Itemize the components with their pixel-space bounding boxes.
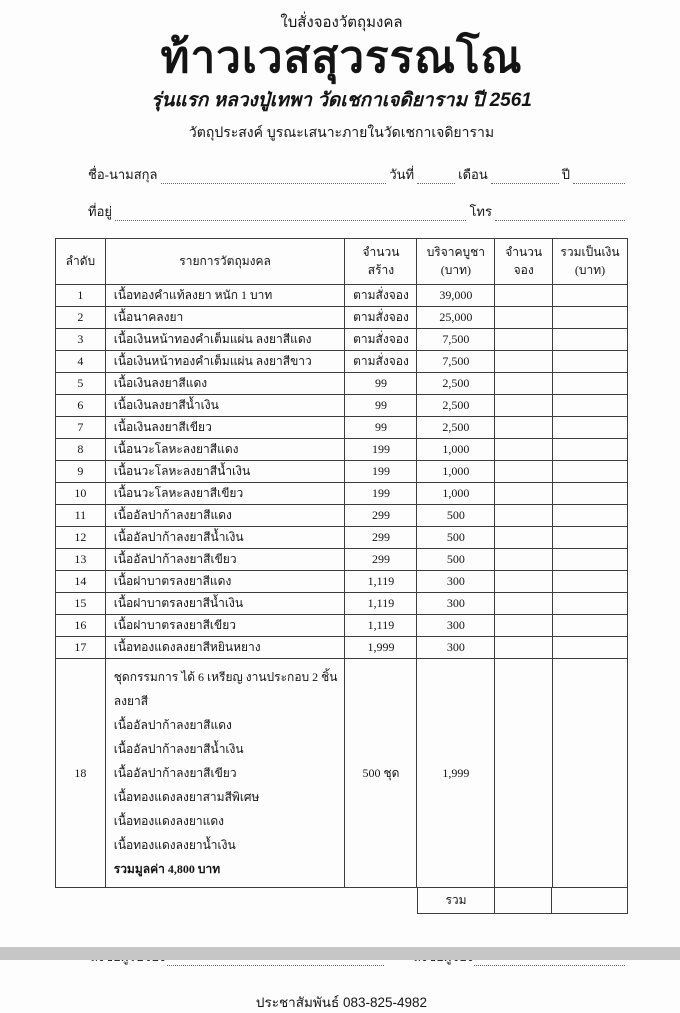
row-no: 10 bbox=[56, 483, 106, 505]
row-made: 199 bbox=[345, 439, 417, 461]
row-no: 12 bbox=[56, 527, 106, 549]
row-total-cell bbox=[553, 307, 628, 329]
row-price: 2,500 bbox=[417, 395, 495, 417]
table-row bbox=[56, 417, 628, 439]
row-item: เนื้อทองคำแท้ลงยา หนัก 1 บาท bbox=[105, 285, 345, 307]
row-no: 6 bbox=[56, 395, 106, 417]
row-made: 1,119 bbox=[345, 571, 417, 593]
row-price: 7,500 bbox=[417, 351, 495, 373]
row-item: เนื้อนวะโลหะลงยาสีเขียว bbox=[105, 483, 345, 505]
col-total-line1: รวมเป็นเงิน bbox=[560, 245, 620, 260]
row-item: เนื้อเงินหน้าทองคำเต็มแผ่น ลงยาสีแดง bbox=[105, 329, 345, 351]
col-price-line2: (บาท) bbox=[440, 262, 471, 277]
row-item: เนื้อฝาบาตรลงยาสีน้ำเงิน bbox=[105, 593, 345, 615]
row-total-cell bbox=[553, 395, 628, 417]
table-row bbox=[56, 395, 628, 417]
row-made: 299 bbox=[345, 549, 417, 571]
row-total-cell bbox=[553, 637, 628, 659]
row-made: 99 bbox=[345, 373, 417, 395]
col-total-line2: (บาท) bbox=[574, 262, 606, 277]
row-item: เนื้ออัลปาก้าลงยาสีน้ำเงิน bbox=[105, 527, 345, 549]
row-reserve-cell bbox=[495, 483, 553, 505]
row-price: 39,000 bbox=[417, 285, 495, 307]
set-total-line: รวมมูลค่า 4,800 บาท bbox=[113, 862, 221, 877]
col-total bbox=[553, 239, 628, 285]
row-made: ตามสั่งจอง bbox=[345, 285, 417, 307]
row-reserve-cell bbox=[495, 549, 553, 571]
row-item-set bbox=[105, 659, 345, 888]
row-made: ตามสั่งจอง bbox=[345, 329, 417, 351]
table-row bbox=[56, 505, 628, 527]
row-no: 8 bbox=[56, 439, 106, 461]
total-reserve-cell bbox=[494, 887, 552, 914]
form-title: ใบสั่งจองวัตถุมงคล bbox=[280, 15, 403, 31]
row-no: 14 bbox=[56, 571, 106, 593]
table-row bbox=[56, 329, 628, 351]
table-header-row bbox=[56, 239, 628, 285]
row-item: เนื้อเงินลงยาสีน้ำเงิน bbox=[105, 395, 345, 417]
row-price: 2,500 bbox=[417, 417, 495, 439]
set-line: เนื้อทองแดงลงยาแดง bbox=[113, 814, 224, 829]
row-price: 1,999 bbox=[417, 659, 495, 888]
col-made-line2: สร้าง bbox=[367, 262, 395, 277]
row-total-cell bbox=[553, 549, 628, 571]
phone-field-line bbox=[495, 206, 625, 221]
table-row-set bbox=[56, 659, 628, 888]
table-row bbox=[56, 483, 628, 505]
row-total-cell bbox=[553, 285, 628, 307]
row-made: 299 bbox=[345, 527, 417, 549]
row-total-cell bbox=[553, 571, 628, 593]
phone-label: โทร bbox=[469, 204, 492, 220]
row-item: เนื้ออัลปาก้าลงยาสีเขียว bbox=[105, 549, 345, 571]
main-title: ท้าวเวสสุวรรณโณ bbox=[160, 31, 523, 83]
row-no: 5 bbox=[56, 373, 106, 395]
month-label: เดือน bbox=[458, 167, 488, 183]
row-item: เนื้อฝาบาตรลงยาสีแดง bbox=[105, 571, 345, 593]
row-item: เนื้อเงินลงยาสีเขียว bbox=[105, 417, 345, 439]
address-label: ที่อยู่ bbox=[88, 204, 112, 220]
row-no: 16 bbox=[56, 615, 106, 637]
row-reserve-cell bbox=[495, 439, 553, 461]
row-total-cell bbox=[553, 593, 628, 615]
row-total-cell bbox=[553, 329, 628, 351]
row-item: เนื้อนาคลงยา bbox=[105, 307, 345, 329]
total-amount-cell bbox=[551, 887, 628, 914]
row-total-cell bbox=[553, 373, 628, 395]
row-made: 1,119 bbox=[345, 593, 417, 615]
row-price: 300 bbox=[417, 593, 495, 615]
row-price: 500 bbox=[417, 505, 495, 527]
table-row bbox=[56, 615, 628, 637]
row-no: 9 bbox=[56, 461, 106, 483]
row-total-cell bbox=[553, 417, 628, 439]
col-price bbox=[417, 239, 495, 285]
table-row bbox=[56, 307, 628, 329]
grand-total-row bbox=[55, 887, 628, 914]
table-row bbox=[56, 549, 628, 571]
row-made: 1,119 bbox=[345, 615, 417, 637]
row-made: ตามสั่งจอง bbox=[345, 307, 417, 329]
day-field-line bbox=[417, 169, 455, 184]
row-no: 1 bbox=[56, 285, 106, 307]
row-item: เนื้อเงินลงยาสีแดง bbox=[105, 373, 345, 395]
form-fields bbox=[55, 164, 628, 222]
row-price: 300 bbox=[417, 637, 495, 659]
purpose-line: วัตถุประสงค์ บูรณะเสนาะภายในวัดเชกาเจดิยาราม bbox=[188, 124, 495, 141]
row-total-cell bbox=[553, 439, 628, 461]
row-price: 2,500 bbox=[417, 373, 495, 395]
row-item: เนื้ออัลปาก้าลงยาสีแดง bbox=[105, 505, 345, 527]
row-reserve-cell bbox=[495, 329, 553, 351]
row-no: 11 bbox=[56, 505, 106, 527]
row-reserve-cell bbox=[495, 659, 553, 888]
table-row bbox=[56, 373, 628, 395]
row-made: 500 ชุด bbox=[345, 659, 417, 888]
row-made: 99 bbox=[345, 417, 417, 439]
row-reserve-cell bbox=[495, 637, 553, 659]
table-row bbox=[56, 593, 628, 615]
row-reserve-cell bbox=[495, 373, 553, 395]
row-item: เนื้อนวะโลหะลงยาสีแดง bbox=[105, 439, 345, 461]
address-field-line bbox=[115, 206, 466, 221]
row-reserve-cell bbox=[495, 307, 553, 329]
col-reserve-line2: จอง bbox=[513, 262, 534, 277]
contact-line: ประชาสัมพันธ์ 083-825-4982 bbox=[255, 995, 428, 1011]
row-price: 1,000 bbox=[417, 439, 495, 461]
address-phone-row bbox=[88, 201, 628, 222]
row-made: 299 bbox=[345, 505, 417, 527]
row-total-cell bbox=[553, 461, 628, 483]
year-field-line bbox=[573, 169, 625, 184]
row-reserve-cell bbox=[495, 395, 553, 417]
row-made: 1,999 bbox=[345, 637, 417, 659]
row-no: 13 bbox=[56, 549, 106, 571]
row-total-cell bbox=[553, 659, 628, 888]
row-total-cell bbox=[553, 527, 628, 549]
row-total-cell bbox=[553, 351, 628, 373]
row-item: เนื้อฝาบาตรลงยาสีเขียว bbox=[105, 615, 345, 637]
row-price: 7,500 bbox=[417, 329, 495, 351]
col-made-line1: จำนวน bbox=[362, 245, 400, 260]
row-no: 17 bbox=[56, 637, 106, 659]
order-table bbox=[55, 238, 628, 888]
set-line: เนื้ออัลปาก้าลงยาสีน้ำเงิน bbox=[113, 742, 244, 757]
table-row bbox=[56, 637, 628, 659]
subtitle: รุ่นแรก หลวงปู่เทพา วัดเชกาเจดิยาราม ปี 2561 bbox=[151, 90, 532, 112]
row-reserve-cell bbox=[495, 593, 553, 615]
col-no: ลำดับ bbox=[56, 239, 106, 285]
row-made: 199 bbox=[345, 461, 417, 483]
table-row bbox=[56, 439, 628, 461]
name-date-row bbox=[88, 164, 628, 185]
set-line: เนื้ออัลปาก้าลงยาสีแดง bbox=[113, 718, 232, 733]
row-no: 4 bbox=[56, 351, 106, 373]
set-line: เนื้อทองแดงลงยาน้ำเงิน bbox=[113, 838, 236, 853]
row-made: 199 bbox=[345, 483, 417, 505]
row-no: 15 bbox=[56, 593, 106, 615]
table-row bbox=[56, 285, 628, 307]
table-row bbox=[56, 571, 628, 593]
row-price: 1,000 bbox=[417, 461, 495, 483]
row-reserve-cell bbox=[495, 351, 553, 373]
row-reserve-cell bbox=[495, 615, 553, 637]
row-reserve-cell bbox=[495, 285, 553, 307]
table-row bbox=[56, 461, 628, 483]
col-price-line1: บริจาคบูชา bbox=[426, 245, 486, 260]
row-total-cell bbox=[553, 505, 628, 527]
col-made bbox=[345, 239, 417, 285]
set-line: ชุดกรรมการ ได้ 6 เหรียญ งานประกอบ 2 ชิ้นลงยาสี bbox=[113, 670, 338, 709]
table-row bbox=[56, 527, 628, 549]
row-item: เนื้อเงินหน้าทองคำเต็มแผ่น ลงยาสีขาว bbox=[105, 351, 345, 373]
row-reserve-cell bbox=[495, 571, 553, 593]
row-price: 500 bbox=[417, 527, 495, 549]
month-field-line bbox=[491, 169, 559, 184]
table-row bbox=[56, 351, 628, 373]
col-item: รายการวัตถุมงคล bbox=[105, 239, 345, 285]
row-made: 99 bbox=[345, 395, 417, 417]
row-item: เนื้อนวะโลหะลงยาสีน้ำเงิน bbox=[105, 461, 345, 483]
set-line: เนื้อทองแดงลงยาสามสีพิเศษ bbox=[113, 790, 260, 805]
scan-edge-strip bbox=[0, 947, 680, 960]
row-total-cell bbox=[553, 615, 628, 637]
row-no: 18 bbox=[56, 659, 106, 888]
row-item: เนื้อทองแดงลงยาสีหยินหยาง bbox=[105, 637, 345, 659]
total-label-cell: รวม bbox=[417, 887, 495, 914]
row-total-cell bbox=[553, 483, 628, 505]
col-reserve bbox=[495, 239, 553, 285]
row-price: 300 bbox=[417, 571, 495, 593]
set-line: เนื้ออัลปาก้าลงยาสีเขียว bbox=[113, 766, 237, 781]
row-reserve-cell bbox=[495, 505, 553, 527]
row-price: 300 bbox=[417, 615, 495, 637]
name-label: ชื่อ-นามสกุล bbox=[88, 167, 158, 183]
name-field-line bbox=[161, 169, 387, 184]
row-price: 500 bbox=[417, 549, 495, 571]
year-label: ปี bbox=[561, 167, 570, 183]
total-spacer bbox=[55, 887, 417, 914]
row-price: 1,000 bbox=[417, 483, 495, 505]
col-reserve-line1: จำนวน bbox=[505, 245, 543, 260]
row-reserve-cell bbox=[495, 417, 553, 439]
row-reserve-cell bbox=[495, 527, 553, 549]
row-no: 3 bbox=[56, 329, 106, 351]
day-label: วันที่ bbox=[389, 167, 415, 183]
row-no: 2 bbox=[56, 307, 106, 329]
row-reserve-cell bbox=[495, 461, 553, 483]
row-price: 25,000 bbox=[417, 307, 495, 329]
row-no: 7 bbox=[56, 417, 106, 439]
row-made: ตามสั่งจอง bbox=[345, 351, 417, 373]
